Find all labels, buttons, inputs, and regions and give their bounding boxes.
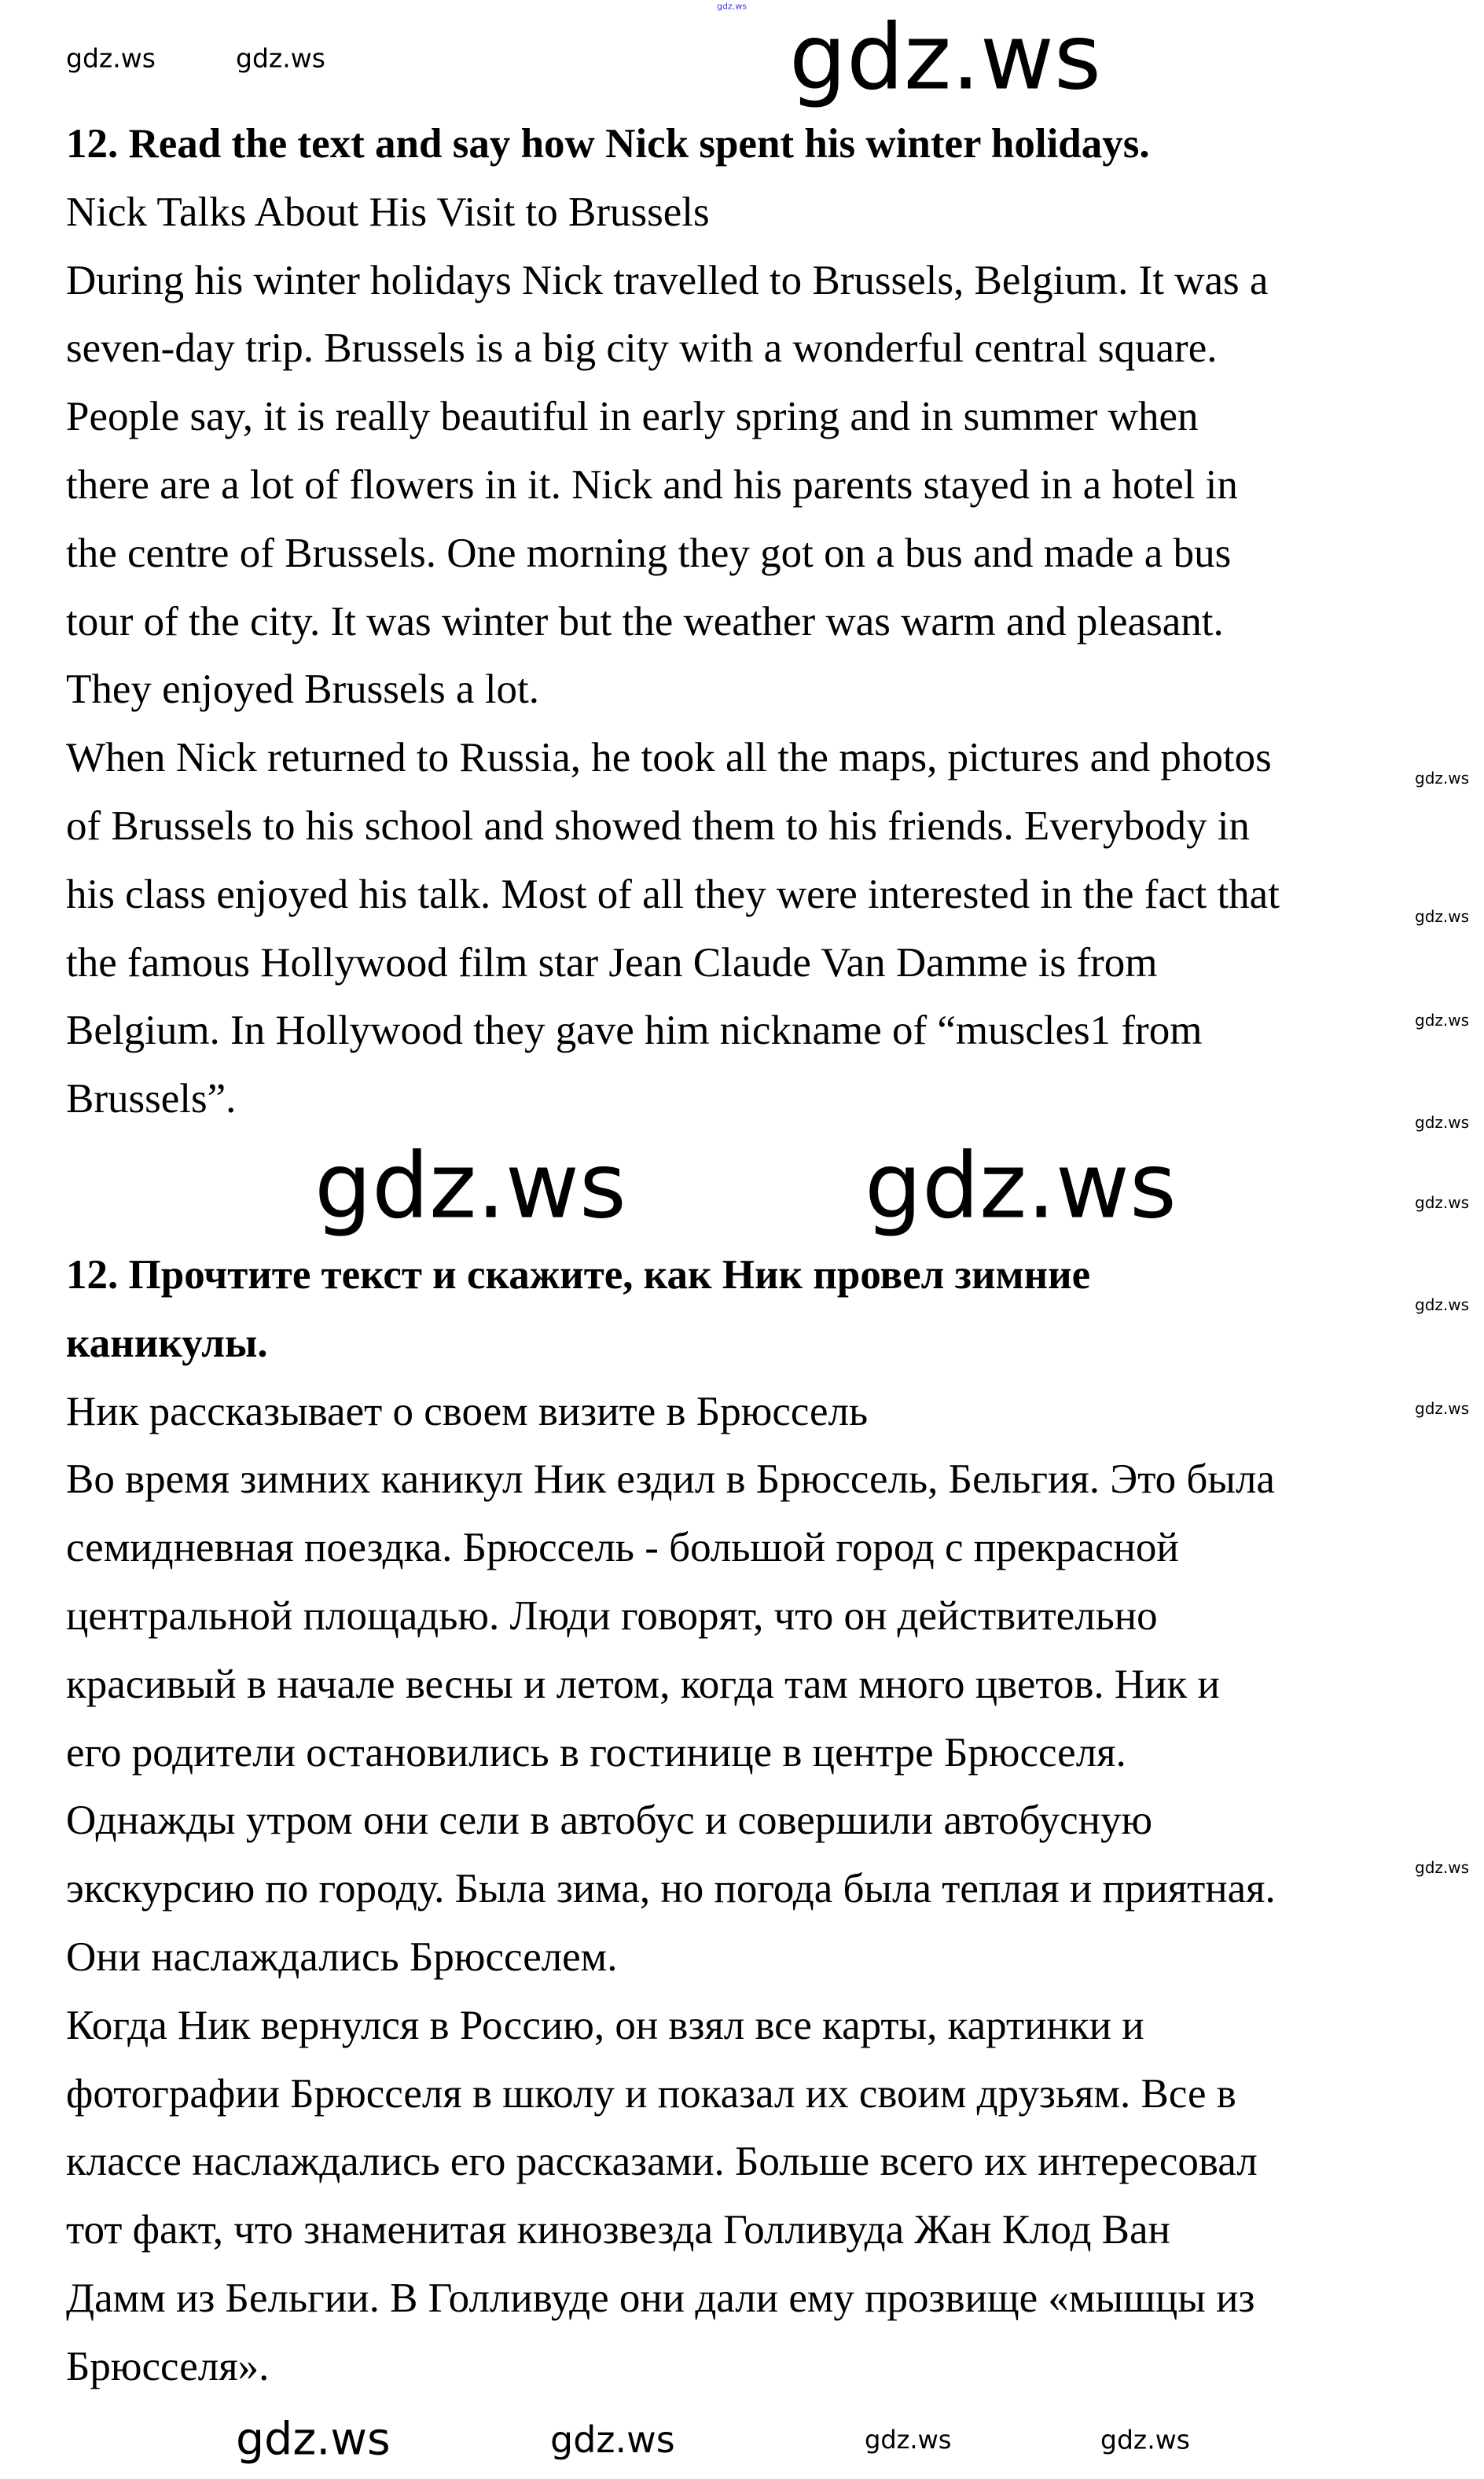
watermark: gdz.ws xyxy=(66,42,156,74)
watermark: gdz.ws xyxy=(1415,1011,1470,1030)
text-line: экскурсию по городу. Была зима, но погода была теплая и приятная. xyxy=(66,1866,1276,1912)
text-line: the centre of Brussels. One morning they got on a bus and made a bus xyxy=(66,530,1232,576)
text-line: the famous Hollywood film star Jean Claude Van Damme is from xyxy=(66,939,1158,986)
text-line: of Brussels to his school and showed them to his friends. Everybody in xyxy=(66,802,1250,849)
watermark: gdz.ws xyxy=(1415,1193,1470,1212)
exercise-heading: 12. Read the text and say how Nick spent his winter holidays. xyxy=(66,121,1150,167)
text-line: Однажды утром они сели в автобус и совершили автобусную xyxy=(66,1798,1153,1844)
text-line: Brussels”. xyxy=(66,1076,237,1122)
text-title: Nick Talks About His Visit to Brussels xyxy=(66,189,710,235)
watermark: gdz.ws xyxy=(865,2425,952,2455)
text-line: центральной площадью. Люди говорят, что он действительно xyxy=(66,1592,1158,1639)
watermark: gdz.ws xyxy=(1415,769,1470,788)
watermark: gdz.ws xyxy=(314,1133,626,1240)
text-line: красивый в начале весны и летом, когда там много цветов. Ник и xyxy=(66,1661,1220,1707)
watermark: gdz.ws xyxy=(865,1133,1177,1240)
text-line: During his winter holidays Nick travelled to Brussels, Belgium. It was a xyxy=(66,257,1269,303)
watermark: gdz.ws xyxy=(236,42,325,74)
watermark: gdz.ws xyxy=(717,1,747,12)
text-line: Брюсселя». xyxy=(66,2343,270,2389)
text-line: People say, it is really beautiful in early spring and in summer when xyxy=(66,394,1199,440)
russian-section xyxy=(66,1241,1276,2401)
watermark: gdz.ws xyxy=(1415,1113,1470,1132)
text-line: Дамм из Бельгии. В Голливуде они дали ему прозвище «мышцы из xyxy=(66,2275,1255,2321)
text-line: классе наслаждались его рассказами. Больше всего их интересовал xyxy=(66,2139,1258,2185)
text-line: They enjoyed Brussels a lot. xyxy=(66,667,540,713)
text-line: Они наслаждались Брюсселем. xyxy=(66,1934,618,1980)
text-line: Belgium. In Hollywood they gave him nickname of “muscles1 from xyxy=(66,1008,1203,1054)
watermark: gdz.ws xyxy=(789,5,1101,111)
english-paragraph xyxy=(66,247,1280,1133)
exercise-heading-line: каникулы. xyxy=(66,1320,268,1366)
watermark: gdz.ws xyxy=(1100,2424,1190,2455)
exercise-heading-line: 12. Прочтите текст и скажите, как Ник провел зимние xyxy=(66,1252,1091,1298)
text-line: фотографии Брюсселя в школу и показал их своим друзьям. Все в xyxy=(66,2070,1236,2117)
watermark: gdz.ws xyxy=(1415,1399,1470,1418)
watermark: gdz.ws xyxy=(1415,1295,1470,1314)
text-line: Во время зимних каникул Ник ездил в Брюссель, Бельгия. Это была xyxy=(66,1456,1275,1503)
text-line: тот факт, что знаменитая кинозвезда Голливуда Жан Клод Ван xyxy=(66,2207,1170,2253)
text-line: Когда Ник вернулся в Россию, он взял все карты, картинки и xyxy=(66,2002,1144,2048)
text-line: tour of the city. It was winter but the weather was warm and pleasant. xyxy=(66,598,1224,645)
english-section xyxy=(66,110,1280,1133)
text-line: When Nick returned to Russia, he took all the maps, pictures and photos xyxy=(66,735,1272,781)
text-line: his class enjoyed his talk. Most of all they were interested in the fact that xyxy=(66,871,1280,917)
text-line: семидневная поездка. Брюссель - большой город с прекрасной xyxy=(66,1525,1179,1571)
watermark: gdz.ws xyxy=(1415,907,1470,926)
watermark: gdz.ws xyxy=(1415,1858,1470,1877)
text-line: seven-day trip. Brussels is a big city with a wonderful central square. xyxy=(66,325,1218,372)
watermark: gdz.ws xyxy=(236,2413,391,2466)
russian-paragraph xyxy=(66,1445,1276,2400)
text-title: Ник рассказывает о своем визите в Брюссель xyxy=(66,1388,869,1434)
text-line: there are a lot of flowers in it. Nick and his parents stayed in a hotel in xyxy=(66,461,1238,508)
watermark: gdz.ws xyxy=(550,2418,675,2461)
text-line: его родители остановились в гостинице в центре Брюсселя. xyxy=(66,1729,1126,1776)
